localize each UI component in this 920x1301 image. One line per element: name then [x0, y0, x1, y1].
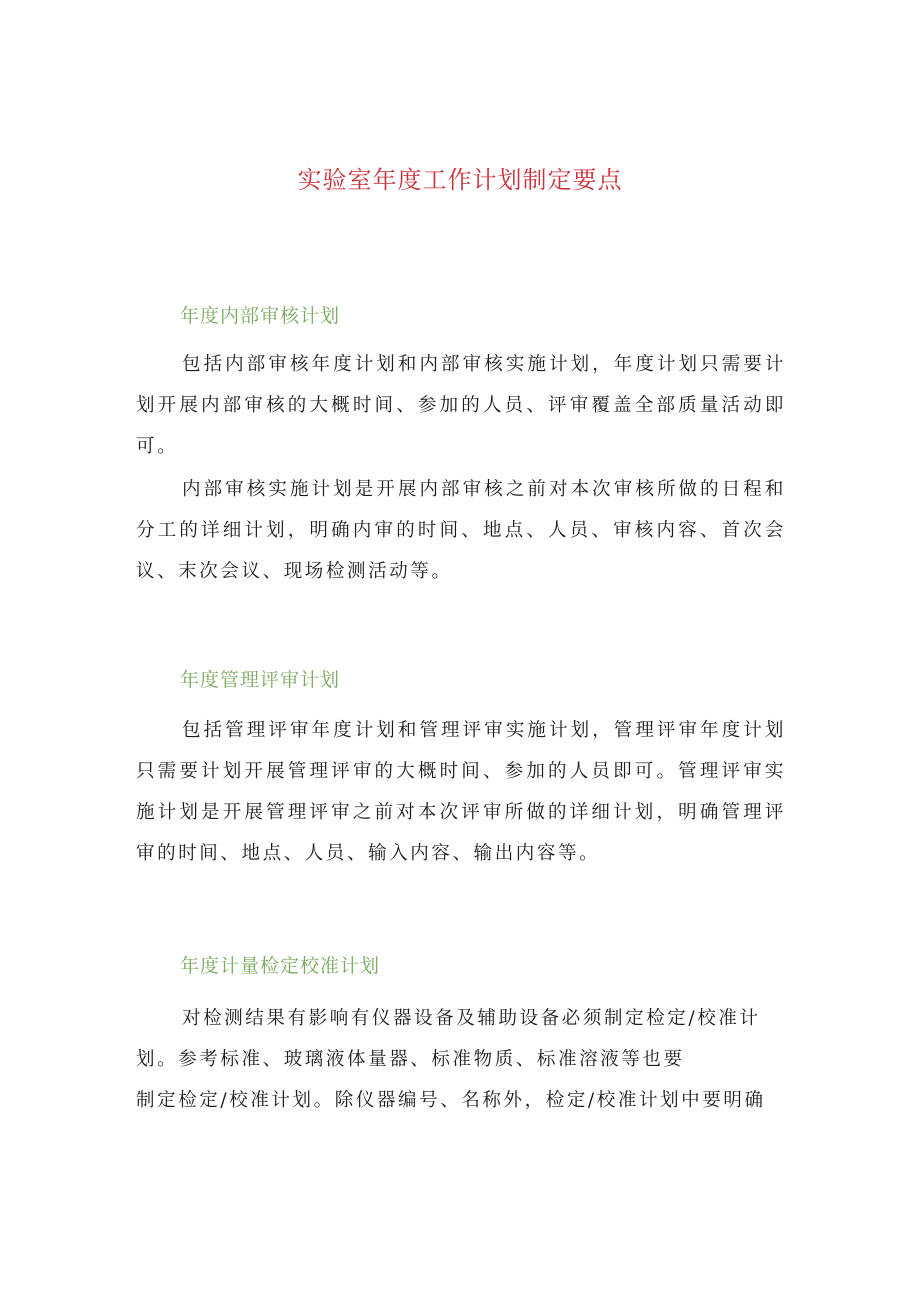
section-heading: 年度管理评审计划 — [180, 669, 341, 691]
document-title: 实验室年度工作计划制定要点 — [297, 166, 623, 194]
paragraph-line: 制定检定/校准计划。除仪器编号、名称外，检定/校准计划中要明确 — [136, 1090, 766, 1111]
paragraph-line: 划。参考标准、玻璃液体量器、标准物质、标准溶液等也要 — [136, 1049, 685, 1070]
paragraph: 包括内部审核年度计划和内部审核实施计划，年度计划只需要计划开展内部审核的大概时间、参加的人员、评审覆盖全部质量活动即可。 — [136, 354, 786, 457]
paragraph: 包括管理评审年度计划和管理评审实施计划，管理评审年度计划只需要计划开展管理评审的大概时间、参加的人员即可。管理评审实施计划是开展管理评审之前对本次评审所做的详细计划，明确管理评审的时间、地点、人员、输入内容、输出内容等。 — [136, 720, 786, 864]
section-heading: 年度计量检定校准计划 — [180, 955, 381, 977]
section-heading: 年度内部审核计划 — [180, 305, 341, 327]
paragraph: 内部审核实施计划是开展内部审核之前对本次审核所做的日程和分工的详细计划，明确内审的时间、地点、人员、审核内容、首次会议、末次会议、现场检测活动等。 — [136, 479, 786, 582]
section-calibration-plan — [136, 953, 786, 1121]
paragraph-line: 对检测结果有影响有仪器设备及辅助设备必须制定检定/校准计 — [182, 1008, 761, 1029]
section-internal-audit — [136, 303, 786, 592]
section-management-review — [136, 667, 786, 874]
